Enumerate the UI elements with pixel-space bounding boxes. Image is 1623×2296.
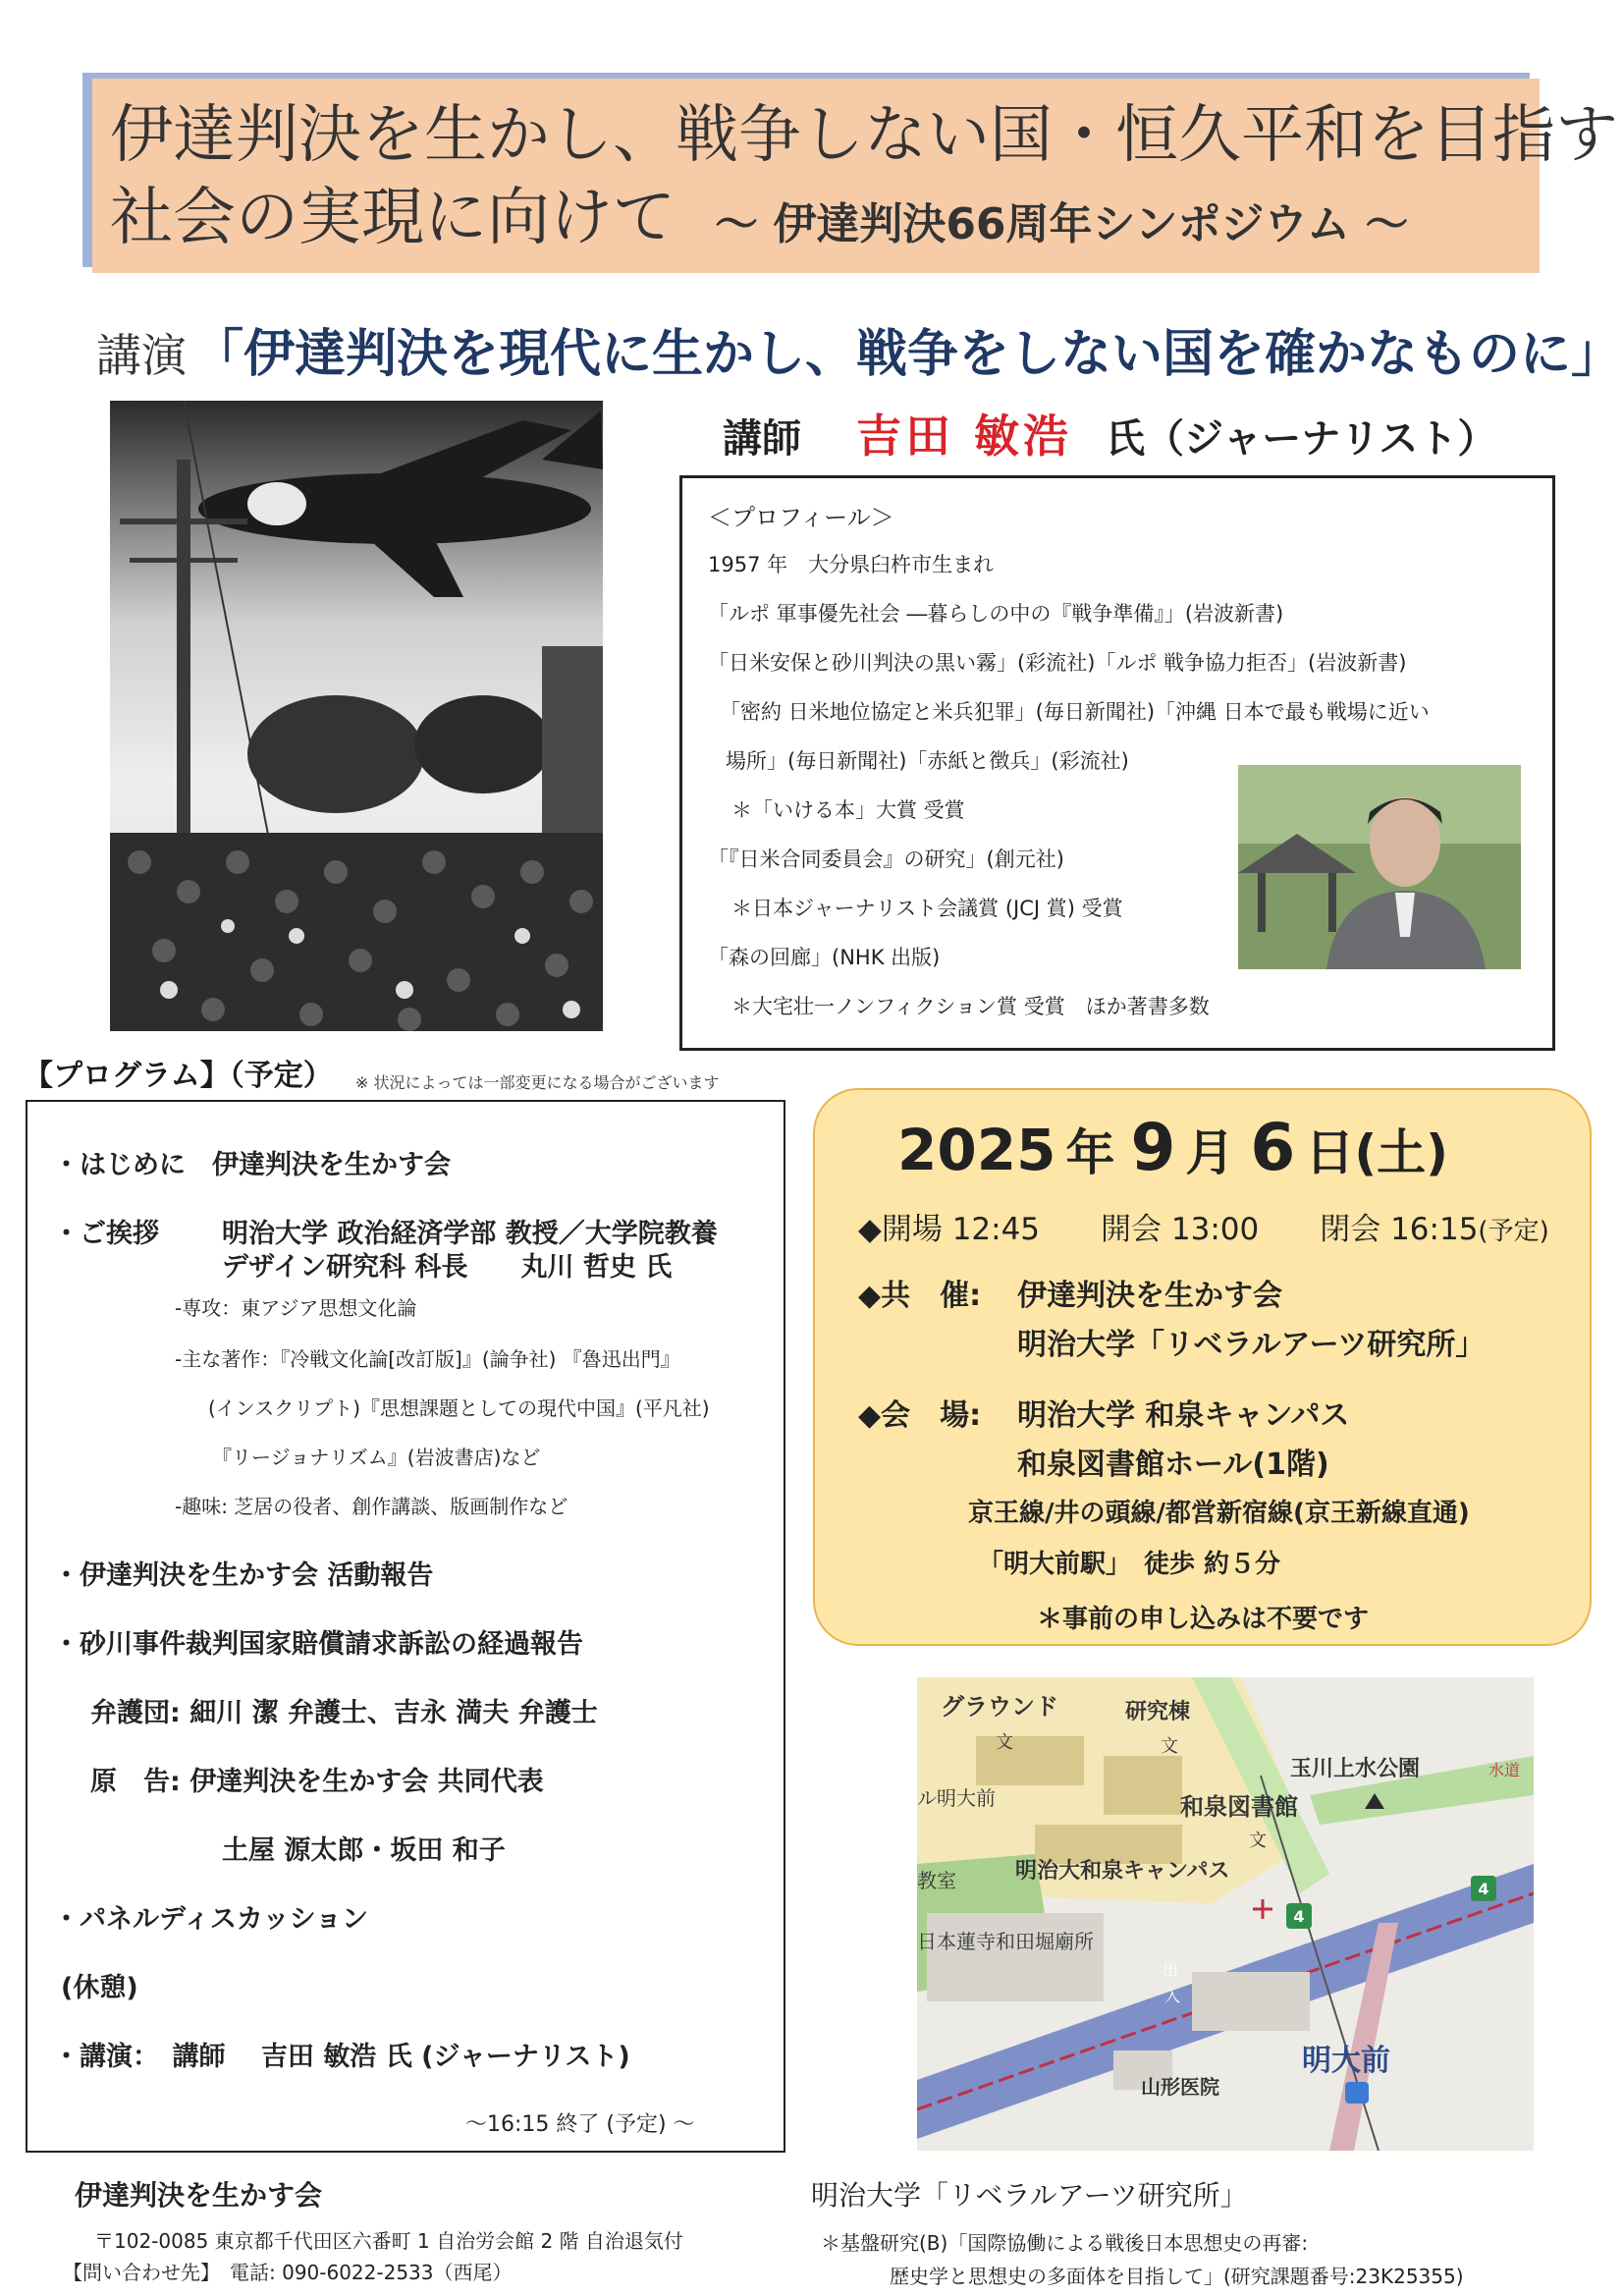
date-year-unit: 年: [1065, 1124, 1115, 1181]
venue-1: 明治大学 和泉キャンパス: [1017, 1398, 1350, 1433]
program-plaintiff: 原 告: 伊達判決を生かす会 共同代表: [90, 1767, 544, 1797]
map-label-school-2: 文: [1161, 1736, 1178, 1757]
access-line-1: 京王線/井の頭線/都営新宿線(京王新線直通): [968, 1499, 1470, 1528]
date-year: 2025: [897, 1117, 1056, 1183]
date-month-unit: 月: [1185, 1124, 1235, 1181]
venue-label: ◆会 場:: [858, 1398, 982, 1433]
event-times: [858, 1204, 1549, 1248]
host-1: 伊達判決を生かす会: [1017, 1279, 1282, 1313]
lecture-heading: [96, 312, 1623, 386]
map-illustration: [917, 1677, 1534, 2151]
profile-line: 1957 年 大分県臼杵市生まれ: [708, 553, 995, 576]
map-label-exit: 出: [1163, 1961, 1179, 1980]
program-item-lawsuit: ・砂川事件裁判国家賠償請求訴訟の経過報告: [53, 1629, 583, 1660]
profile-line: 「『日米合同委員会』の研究」(創元社): [708, 847, 1064, 871]
profile-box: [679, 475, 1555, 1051]
program-item-activity: ・伊達判決を生かす会 活動報告: [53, 1560, 434, 1591]
footer-org-2: 明治大学「リベラルアーツ研究所」: [811, 2179, 1248, 2212]
speaker-line: [723, 401, 1496, 465]
greeting-speaker-line-2: デザイン研究科 科長 丸川 哲史 氏: [222, 1252, 673, 1283]
program-item-lecture: ・講演： 講師 吉田 敏浩 氏 (ジャーナリスト): [53, 2042, 630, 2072]
map-label-lab: 研究棟: [1125, 1700, 1191, 1724]
profile-line: ＊日本ジャーナリスト会議賞 (JCJ 賞) 受賞: [731, 897, 1123, 920]
profile-line: ＊「いける本」大賞 受賞: [731, 798, 965, 822]
map-label-campus: 明治大和泉キャンパス: [1015, 1859, 1230, 1884]
map-label-tamagawa: 玉川上水公園: [1290, 1757, 1421, 1781]
event-times-text: ◆開場 12:45 開会 13:00 閉会 16:15: [858, 1212, 1479, 1247]
footer-org-1: 伊達判決を生かす会: [75, 2179, 323, 2212]
footer-address: 〒102-0085 東京都千代田区六番町 1 自治労会館 2 階 自治退気付: [94, 2229, 683, 2253]
greeting-speaker-line-1: 明治大学 政治経済学部 教授／大学院教養: [222, 1219, 718, 1249]
date-day-unit: 日: [1305, 1124, 1355, 1181]
program-item-greeting: ・ご挨拶: [53, 1219, 159, 1249]
profile-line: 「密約 日米地位協定と米兵犯罪」(毎日新聞社)「沖縄 日本で最も戦場に近い: [720, 700, 1430, 724]
event-times-note: (予定): [1478, 1217, 1549, 1246]
historical-photo: [110, 401, 603, 1031]
speaker-portrait: [1238, 765, 1521, 969]
program-note: ※ 状況によっては一部変更になる場合がございます: [355, 1073, 720, 1092]
map-label-library: 和泉図書館: [1180, 1793, 1298, 1821]
program-item-intro: ・はじめに 伊達判決を生かす会: [53, 1150, 451, 1180]
symposium-subtitle: ～ 伊達判決66周年シンポジウム ～: [715, 199, 1409, 249]
profile-line: 「ルポ 軍事優先社会 ―暮らしの中の『戦争準備』」(岩波新書): [708, 602, 1284, 626]
date-weekday: (土): [1354, 1124, 1449, 1181]
greeting-works-3: 『リージョナリズム』(岩波書店)など: [212, 1446, 541, 1469]
title-line-2-text: 社会の実現に向けて: [110, 182, 676, 254]
access-line-2: 「明大前駅」 徒歩 約５分: [978, 1550, 1281, 1579]
date-month: 9: [1130, 1110, 1176, 1185]
no-registration-note: ＊事前の申し込みは不要です: [1037, 1605, 1370, 1634]
map-label-school-1: 文: [996, 1732, 1013, 1753]
profile-heading: ＜プロフィール＞: [708, 504, 894, 531]
venue-2: 和泉図書館ホール(1階): [1017, 1448, 1329, 1482]
event-date: [897, 1110, 1448, 1185]
host-2: 明治大学「リベラルアーツ研究所」: [1017, 1328, 1486, 1362]
greeting-works-1: -主な著作：『冷戦文化論[改訂版]』(論争社) 『魯迅出門』: [175, 1347, 680, 1371]
map-label-temple: 日本蓮寺和田堀廟所: [917, 1930, 1094, 1953]
photo-illustration: [110, 401, 603, 1031]
access-map: [917, 1677, 1534, 2151]
map-label-entrance: 入: [1164, 1987, 1181, 2005]
footer-research-1: ＊基盤研究(B)「国際協働による戦後日本思想史の再審:: [821, 2231, 1309, 2255]
greeting-works-2: (インスクリプト)『思想課題としての現代中国』(平凡社): [208, 1396, 710, 1420]
profile-line: 「森の回廊」(NHK 出版): [708, 946, 941, 969]
profile-line: 「日米安保と砂川判決の黒い霧」(彩流社)「ルポ 戦争協力拒否」(岩波新書): [708, 651, 1407, 675]
program-heading: 【プログラム】（予定）: [24, 1059, 333, 1093]
event-info-box: [813, 1088, 1592, 1646]
program-end: ～16:15 終了 (予定) ～: [465, 2112, 695, 2137]
program-item-break: (休憩): [61, 1973, 138, 2003]
speaker-name: 吉田 敏浩: [856, 410, 1073, 463]
map-label-station: 明大前: [1302, 2044, 1390, 2078]
profile-line: ＊大宅壮一ノンフィクション賞 受賞 ほか著書多数: [731, 995, 1210, 1018]
map-label-meidaimae-left: ル明大前: [917, 1786, 996, 1810]
map-label-mizu: 水道: [1488, 1761, 1521, 1779]
portrait-illustration: [1238, 765, 1521, 969]
greeting-major: -専攻：東アジア思想文化論: [175, 1296, 417, 1320]
speaker-suffix: 氏（ジャーナリスト）: [1106, 416, 1497, 462]
speaker-role: 講師: [723, 416, 801, 462]
program-item-panel: ・パネルディスカッション: [53, 1904, 369, 1935]
footer-contact: 【問い合わせ先】 電話: 090-6022-2533（西尾）: [63, 2261, 513, 2284]
route-marker-1: 4: [1293, 1907, 1305, 1926]
profile-line: 場所」(毎日新聞社)「赤紙と徴兵」(彩流社): [726, 749, 1129, 773]
lecture-prefix: 講演: [96, 329, 187, 382]
program-plaintiff-names: 土屋 源太郎・坂田 和子: [222, 1835, 506, 1866]
map-label-room: 教室: [917, 1869, 956, 1892]
title-line-1: 伊達判決を生かし、戦争しない国・恒久平和を目指す: [110, 99, 1618, 172]
host-label: ◆共 催:: [858, 1279, 982, 1313]
route-marker-2: 4: [1478, 1880, 1489, 1898]
date-day: 6: [1250, 1110, 1296, 1185]
lecture-title: 「伊達判決を現代に生かし、戦争をしない国を確かなものに」: [192, 325, 1623, 384]
footer-research-2: 歴史学と思想史の多面体を目指して」(研究課題番号:23K25355): [890, 2265, 1464, 2288]
program-box: [26, 1100, 785, 2153]
map-label-hospital: 山形医院: [1141, 2075, 1219, 2099]
program-lawyers: 弁護団: 細川 潔 弁護士、吉永 満夫 弁護士: [90, 1698, 598, 1728]
map-label-school-3: 文: [1249, 1831, 1267, 1851]
map-label-ground: グラウンド: [941, 1693, 1058, 1721]
station-icon: [1345, 2082, 1369, 2104]
title-line-2: [110, 177, 1516, 266]
greeting-hobby: -趣味: 芝居の役者、創作講談、版画制作など: [175, 1495, 568, 1518]
title-banner: [92, 79, 1618, 273]
